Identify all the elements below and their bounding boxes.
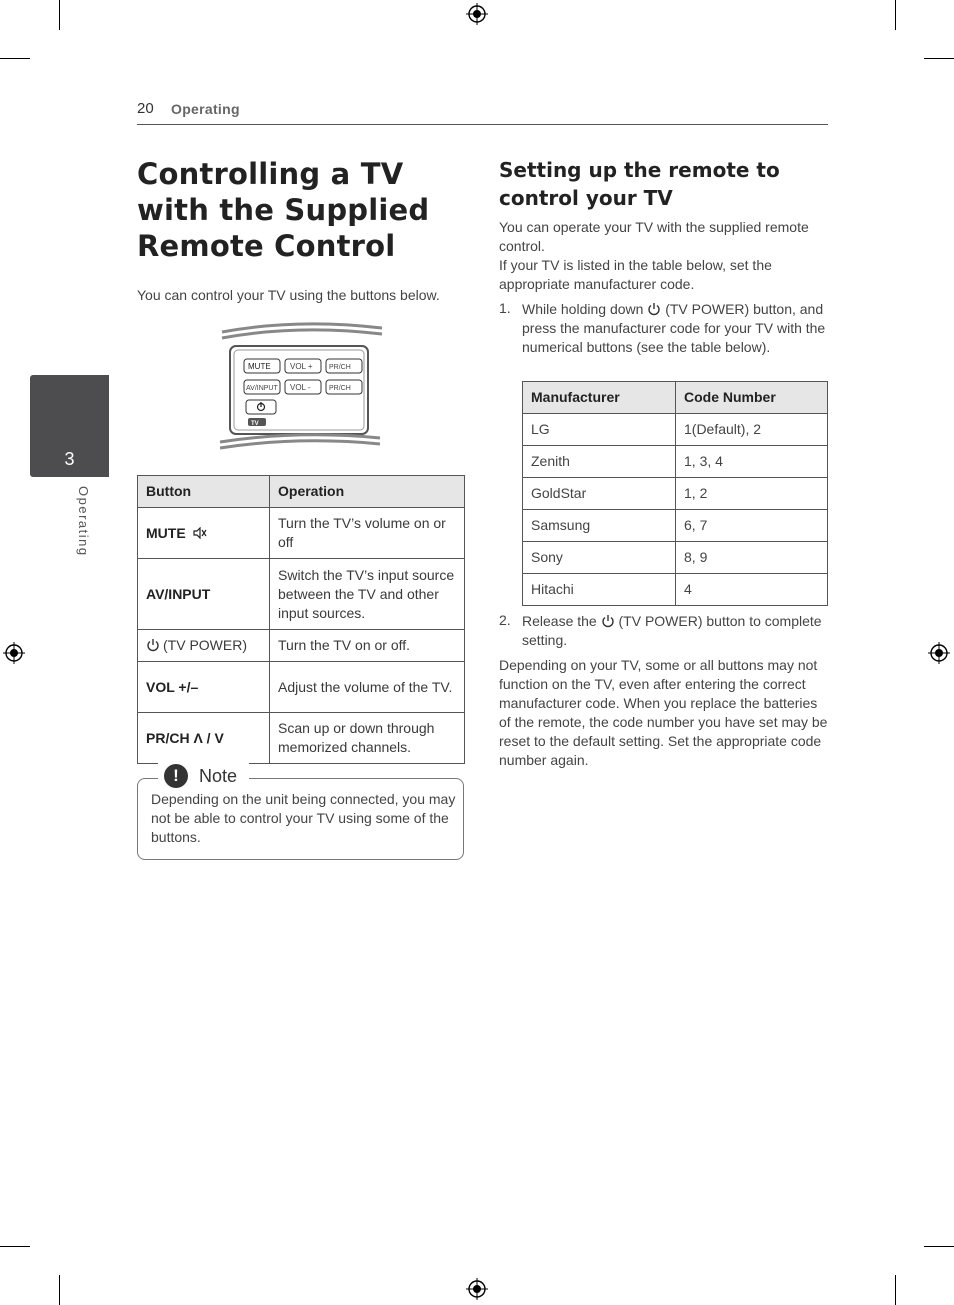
registration-mark-icon <box>928 642 950 664</box>
paragraph: You can operate your TV with the supplied remote control. <box>499 219 809 254</box>
power-icon <box>647 302 661 316</box>
step-text <box>522 612 828 650</box>
table-row <box>523 542 828 574</box>
section-title: Setting up the remote to control your TV <box>499 158 780 210</box>
manufacturer-code-table <box>522 381 828 606</box>
step-text-part: Release the <box>522 613 597 629</box>
note-header <box>158 763 249 789</box>
table-header-cell: Manufacturer <box>523 382 676 414</box>
remote-illustration <box>218 320 386 460</box>
header-rule <box>137 124 828 125</box>
table-cell: 8, 9 <box>676 542 828 574</box>
crop-mark <box>895 0 896 30</box>
power-icon <box>146 638 160 652</box>
crop-mark <box>924 1246 954 1247</box>
table-cell: Hitachi <box>523 574 676 606</box>
table-cell: 1, 2 <box>676 478 828 510</box>
power-icon <box>601 614 615 628</box>
table-cell: Sony <box>523 542 676 574</box>
note-text: Depending on the unit being connected, you may not be able to control your TV using some of the buttons. <box>151 791 456 845</box>
operation-cell: Turn the TV’s volume on or off <box>270 508 465 559</box>
table-cell: GoldStar <box>523 478 676 510</box>
table-row <box>523 414 828 446</box>
table-cell: LG <box>523 414 676 446</box>
table-cell: 6, 7 <box>676 510 828 542</box>
intro-text: You can control your TV using the buttons below. <box>137 287 440 303</box>
table-row <box>523 510 828 542</box>
exclamation-icon: ! <box>164 764 188 788</box>
remote-prch-down-label: PR/CH <box>329 385 351 392</box>
crop-mark <box>59 0 60 30</box>
table-header-row <box>523 382 828 414</box>
table-row <box>523 446 828 478</box>
button-name: (TV POWER) <box>163 637 247 653</box>
crop-mark <box>0 58 30 59</box>
crop-mark <box>895 1275 896 1305</box>
remote-tv-label: TV <box>251 421 259 427</box>
table-header-cell: Operation <box>270 476 465 508</box>
table-cell: 4 <box>676 574 828 606</box>
remote-av-input-label: AV/INPUT <box>246 385 278 392</box>
table-cell: 1(Default), 2 <box>676 414 828 446</box>
crop-mark <box>924 58 954 59</box>
table-row <box>523 478 828 510</box>
table-cell: Samsung <box>523 510 676 542</box>
table-row <box>138 559 465 630</box>
step-text-part: While holding down <box>522 301 644 317</box>
step-text-part: (TV POWER) button, and press the manufacturer code for your TV with the numerical buttons (see the table below). <box>522 301 826 355</box>
registration-mark-icon <box>466 3 488 25</box>
chapter-label: Operating <box>76 486 91 557</box>
table-row <box>138 508 465 559</box>
note-title: Note <box>199 765 238 786</box>
step-text <box>522 300 828 357</box>
button-cell: PR/CH Λ / V <box>138 713 270 764</box>
table-header-cell: Code Number <box>676 382 828 414</box>
operation-cell: Scan up or down through memorized channels. <box>270 713 465 764</box>
button-cell: AV/INPUT <box>138 559 270 630</box>
button-cell <box>138 508 270 559</box>
remote-prch-up-label: PR/CH <box>329 364 351 371</box>
table-cell: Zenith <box>523 446 676 478</box>
button-name: MUTE <box>146 524 186 541</box>
remote-vol-minus-label: VOL - <box>290 383 311 392</box>
table-row <box>138 662 465 713</box>
button-cell: VOL +/– <box>138 662 270 713</box>
operation-cell: Turn the TV on or off. <box>270 630 465 662</box>
button-cell <box>138 630 270 662</box>
crop-mark <box>0 1246 30 1247</box>
table-row <box>523 574 828 606</box>
step-text-part: (TV POWER) button to complete setting. <box>522 613 822 648</box>
table-header-cell: Button <box>138 476 270 508</box>
mute-icon <box>193 527 207 539</box>
operation-cell: Adjust the volume of the TV. <box>270 662 465 713</box>
remote-vol-plus-label: VOL + <box>290 362 313 371</box>
crop-mark <box>59 1275 60 1305</box>
page-number: 20 <box>137 100 154 117</box>
table-row <box>138 630 465 662</box>
paragraph: If your TV is listed in the table below, set the appropriate manufacturer code. <box>499 257 772 292</box>
remote-mute-label: MUTE <box>248 362 271 371</box>
table-cell: 1, 3, 4 <box>676 446 828 478</box>
step-number: 1. <box>499 300 511 316</box>
registration-mark-icon <box>466 1278 488 1300</box>
operation-cell: Switch the TV’s input source between the TV and other input sources. <box>270 559 465 630</box>
paragraph: Depending on your TV, some or all buttons may not function on the TV, even after entering the correct manufacturer code. When you replace the batteries of the remote, the code number you have set may be reset to the default setting. Set the appropriate code number again. <box>499 657 828 768</box>
table-header-row <box>138 476 465 508</box>
registration-mark-icon <box>3 642 25 664</box>
table-row <box>138 713 465 764</box>
section-name: Operating <box>171 101 240 117</box>
page-title: Controlling a TV with the Supplied Remote Control <box>137 157 430 263</box>
chapter-number: 3 <box>64 449 75 469</box>
step-number: 2. <box>499 612 511 628</box>
button-operation-table <box>137 475 465 764</box>
